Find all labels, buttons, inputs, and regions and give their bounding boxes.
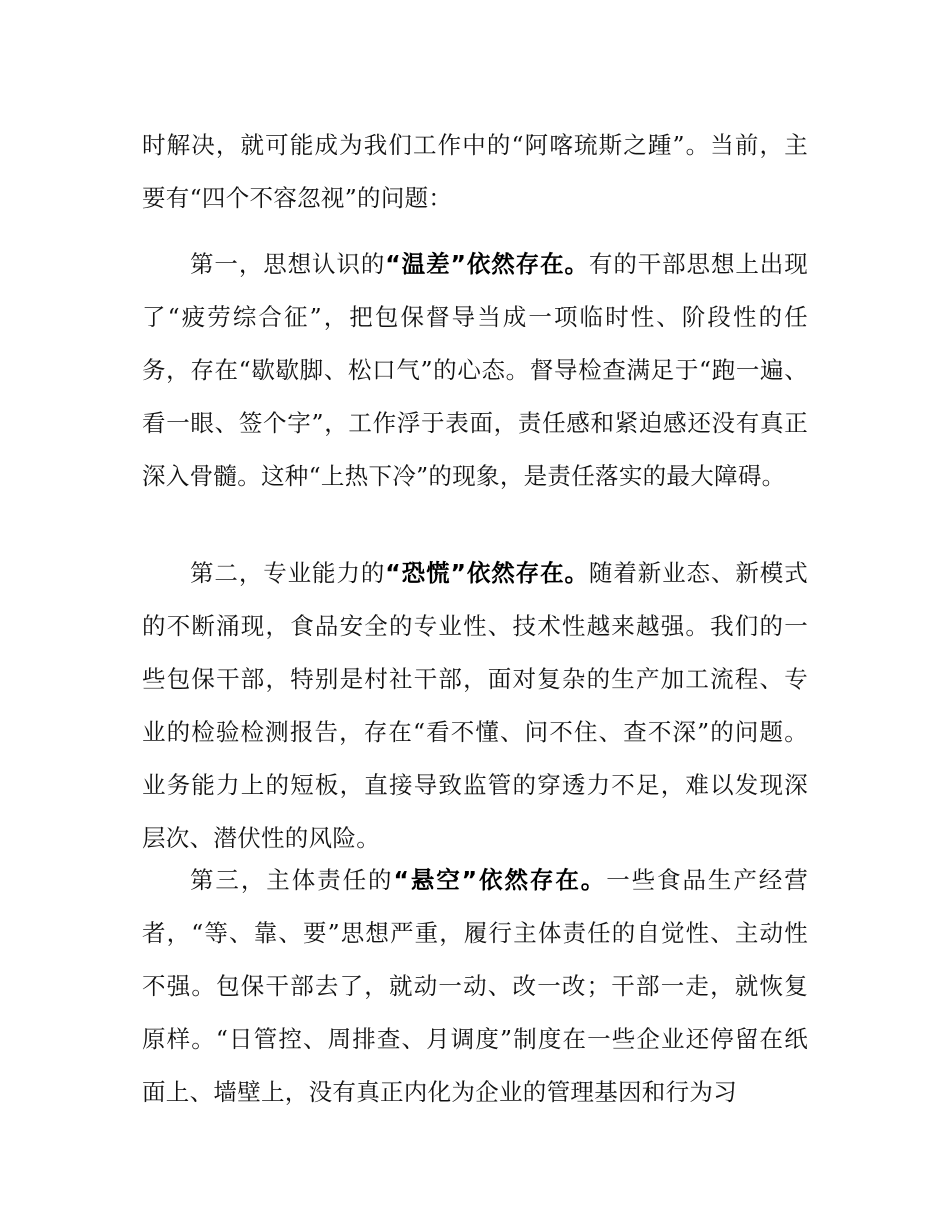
paragraph-body: 有的干部思想上出现了“疲劳综合征”，把包保督导当成一项临时性、阶段性的任务，存在“歇歇脚、松口气”的心态。督导检查满足于“跑一遍、看一眼、签个字”，工作浮于表面，责任感和紧迫感还没有真正深入骨髓。这种“上热下冷”的现象，是责任落实的最大障碍。 <box>142 250 809 490</box>
paragraph-first <box>142 238 808 503</box>
paragraph-highlight: “温差”依然存在。 <box>385 250 589 278</box>
paragraph-highlight: “恐慌”依然存在。 <box>385 559 589 587</box>
paragraph-second <box>142 547 808 865</box>
paragraph-body: 随着新业态、新模式的不断涌现，食品安全的专业性、技术性越来越强。我们的一些包保干部，特别是村社干部，面对复杂的生产加工流程、专业的检验检测报告，存在“看不懂、问不住、查不深”的问题。业务能力上的短板，直接导致监管的穿透力不足，难以发现深层次、潜伏性的风险。 <box>142 559 809 852</box>
paragraph-third <box>142 854 808 1119</box>
paragraph-highlight: “悬空”依然存在。 <box>393 866 607 894</box>
intro-text: 时解决，就可能成为我们工作中的“阿喀琉斯之踵”。当前，主要有“四个不容忽视”的问题： <box>142 131 808 212</box>
paragraph-lead: 第二，专业能力的 <box>190 559 386 587</box>
paragraph-lead: 第一，思想认识的 <box>190 250 386 278</box>
paragraph-body: 一些食品生产经营者，“等、靠、要”思想严重，履行主体责任的自觉性、主动性不强。包保干部去了，就动一动、改一改；干部一走，就恢复原样。“日管控、周排查、月调度”制度在一些企业还停留在纸面上、墙壁上，没有真正内化为企业的管理基因和行为习 <box>142 866 808 1106</box>
intro-paragraph <box>142 119 808 225</box>
paragraph-lead: 第三，主体责任的 <box>190 866 394 894</box>
